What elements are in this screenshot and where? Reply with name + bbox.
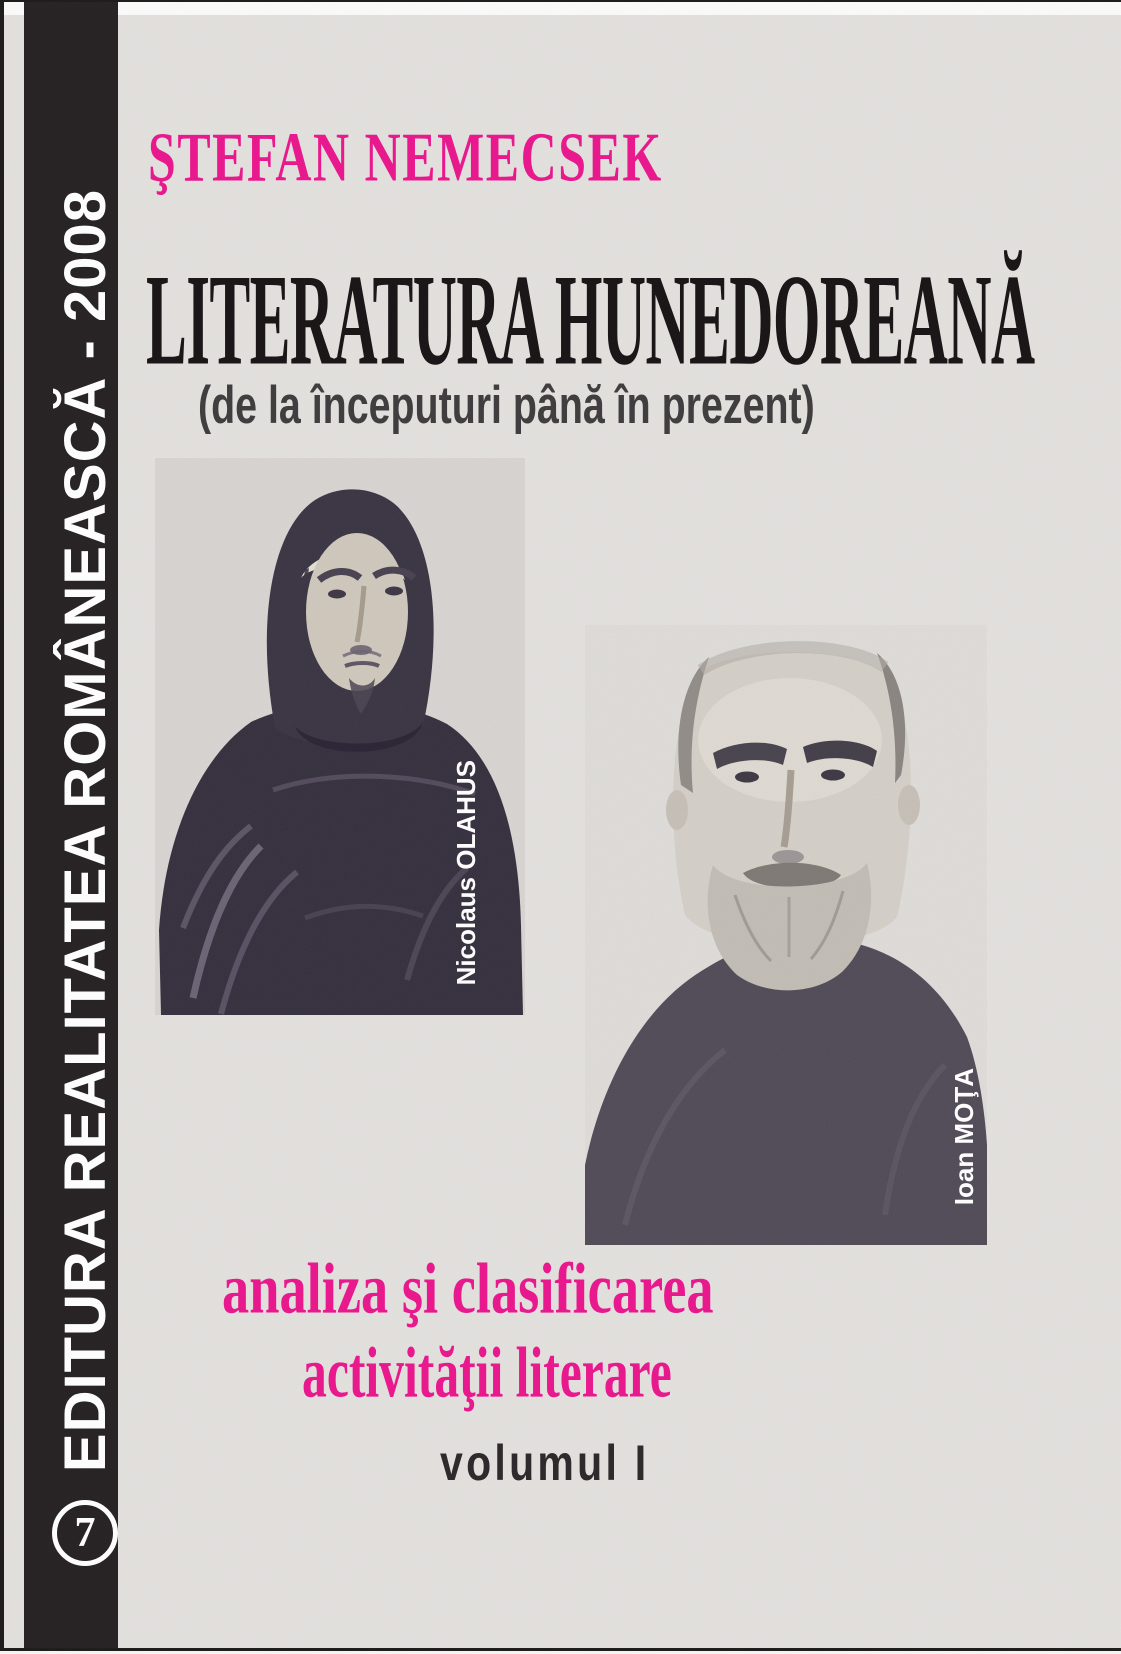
book-title: LITERATURA HUNEDOREANĂ: [146, 248, 1035, 393]
spine-publisher-text: EDITURA REALITATEA ROMÂNEASCĂ - 2008: [53, 188, 118, 1472]
author-name: ŞTEFAN NEMECSEK: [148, 117, 663, 196]
portrait-olahus: [155, 458, 525, 1015]
cover-left-border: [0, 0, 4, 1654]
top-margin-strip: [0, 0, 1121, 15]
series-number: 7: [74, 1510, 96, 1556]
portrait-caption-olahus: Nicolaus OLAHUS: [451, 759, 482, 985]
series-number-badge: [52, 1500, 118, 1566]
volume-label: volumul I: [440, 1435, 650, 1491]
tagline-line2: activităţii literare: [302, 1331, 672, 1413]
portrait-caption-mota: Ioan MOŢA: [949, 1067, 980, 1205]
portrait-mota: [585, 625, 987, 1245]
cover-top-border: [0, 0, 1121, 2]
tagline-line1: analiza şi clasificarea: [222, 1247, 714, 1329]
mota-photo-image: [585, 625, 987, 1245]
book-subtitle: (de la începuturi până în prezent): [198, 376, 815, 435]
spine-band: [24, 0, 118, 1654]
